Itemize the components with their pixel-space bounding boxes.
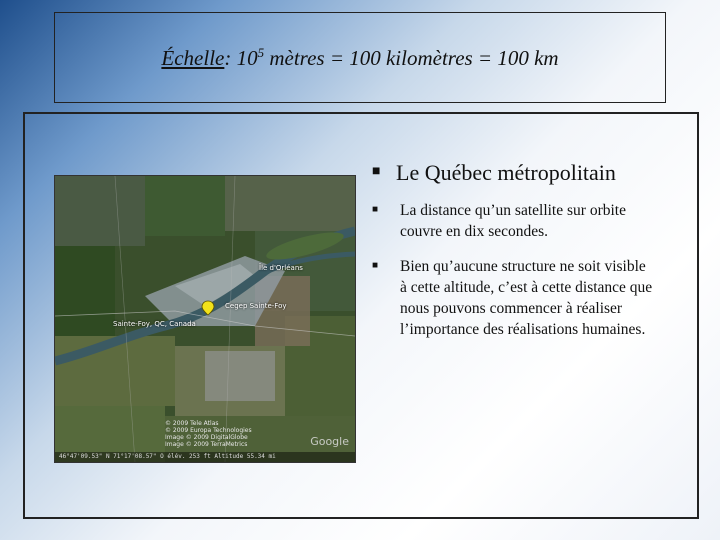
title-rest: mètres = 100 kilomètres = 100 km	[264, 45, 559, 70]
sub-bullet	[372, 200, 672, 242]
title-echelle-word: Échelle	[161, 45, 225, 70]
map-attribution	[165, 420, 252, 448]
attribution-line: Image © 2009 DigitalGlobe	[165, 434, 248, 441]
square-bullet-icon: ■	[372, 260, 379, 271]
sub-bullet	[372, 256, 672, 340]
attribution-line: © 2009 Tele Atlas	[165, 420, 219, 427]
square-bullet-icon: ■	[372, 204, 379, 215]
square-bullet-icon: ■	[372, 164, 381, 179]
sub-bullet-text: La distance qu’un satellite sur orbite couvre en dix secondes.	[400, 202, 626, 240]
map-label-cegep: Cegep Sainte-Foy	[225, 302, 287, 310]
slide-title-box	[54, 12, 666, 103]
slide-title	[161, 45, 558, 71]
satellite-map-image	[54, 175, 356, 463]
title-exponent: 5	[257, 44, 265, 60]
attribution-line: Image © 2009 TerraMetrics	[165, 441, 248, 448]
attribution-line: © 2009 Europa Technologies	[165, 427, 252, 434]
title-colon-ten: : 10	[224, 45, 258, 70]
main-bullet	[372, 160, 672, 186]
map-label-ile-orleans: Île d'Orléans	[259, 264, 303, 272]
main-bullet-text: Le Québec métropolitain	[396, 160, 616, 185]
location-pin-icon	[201, 300, 215, 316]
sub-bullet-text: Bien qu’aucune structure ne soit visible à cette altitude, c’est à cette distance que nous pouvons commencer à réaliser l’importance des réalisations humaines.	[400, 258, 653, 338]
google-logo: Google	[310, 435, 349, 448]
map-status-bar: 46°47'09.53" N 71°17'08.57" O élév. 253 ft Altitude 55.34 mi	[55, 452, 355, 462]
bullet-list	[372, 160, 672, 354]
map-label-sainte-foy: Sainte-Foy, QC, Canada	[113, 320, 196, 328]
